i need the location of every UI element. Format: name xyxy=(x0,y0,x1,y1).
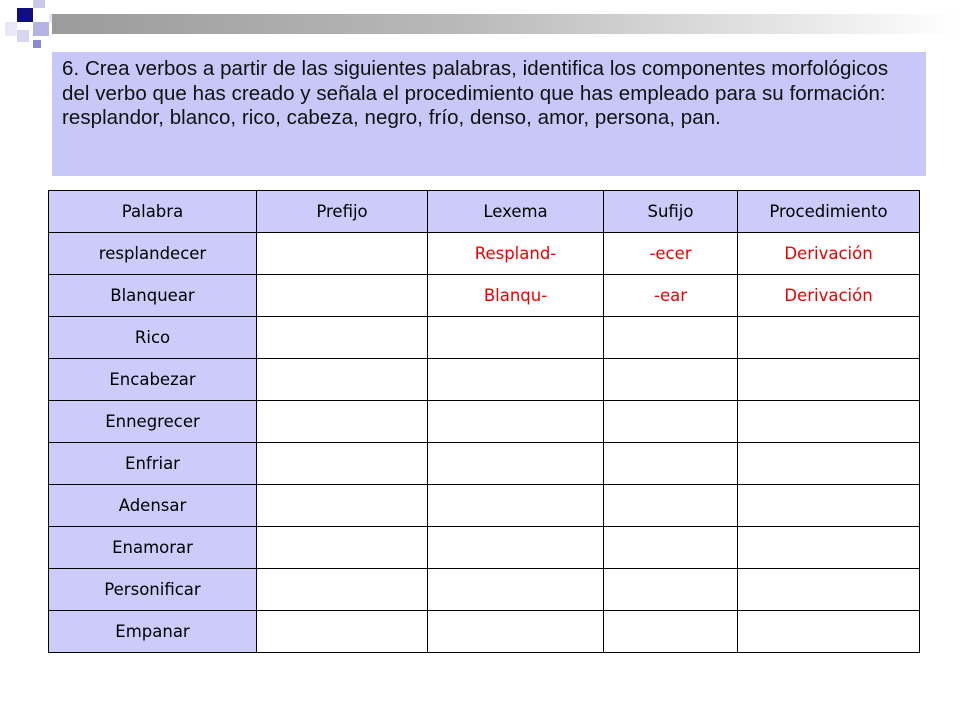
prefijo-cell xyxy=(257,569,428,611)
lexema-cell xyxy=(428,611,604,653)
header-procedimiento: Procedimiento xyxy=(738,191,920,233)
palabra-cell: Enamorar xyxy=(49,527,257,569)
header-palabra: Palabra xyxy=(49,191,257,233)
prefijo-cell xyxy=(257,485,428,527)
decor-square xyxy=(17,30,29,42)
palabra-cell: Rico xyxy=(49,317,257,359)
prefijo-cell xyxy=(257,611,428,653)
palabra-cell: Encabezar xyxy=(49,359,257,401)
palabra-cell: Adensar xyxy=(49,485,257,527)
table-row xyxy=(49,611,920,653)
lexema-cell xyxy=(428,485,604,527)
lexema-cell xyxy=(428,527,604,569)
lexema-cell xyxy=(428,569,604,611)
table-row xyxy=(49,401,920,443)
header-row xyxy=(49,191,920,233)
palabra-cell: resplandecer xyxy=(49,233,257,275)
prefijo-cell xyxy=(257,233,428,275)
lexema-cell: Blanqu- xyxy=(428,275,604,317)
sufijo-cell xyxy=(604,359,738,401)
table-row xyxy=(49,527,920,569)
table-row xyxy=(49,317,920,359)
sufijo-cell: -ecer xyxy=(604,233,738,275)
table-row xyxy=(49,485,920,527)
lexema-cell xyxy=(428,443,604,485)
table-row xyxy=(49,569,920,611)
sufijo-cell xyxy=(604,401,738,443)
header-lexema: Lexema xyxy=(428,191,604,233)
title-gradient-bar xyxy=(52,14,960,34)
sufijo-cell xyxy=(604,443,738,485)
lexema-cell xyxy=(428,401,604,443)
palabra-cell: Empanar xyxy=(49,611,257,653)
palabra-cell: Enfriar xyxy=(49,443,257,485)
header-prefijo: Prefijo xyxy=(257,191,428,233)
decor-square xyxy=(5,22,17,36)
table-row xyxy=(49,443,920,485)
sufijo-cell xyxy=(604,527,738,569)
palabra-cell: Personificar xyxy=(49,569,257,611)
sufijo-cell xyxy=(604,485,738,527)
prefijo-cell xyxy=(257,359,428,401)
lexema-cell xyxy=(428,359,604,401)
procedimiento-cell xyxy=(738,317,920,359)
prefijo-cell xyxy=(257,527,428,569)
palabra-cell: Blanquear xyxy=(49,275,257,317)
prefijo-cell xyxy=(257,443,428,485)
lexema-cell xyxy=(428,317,604,359)
sufijo-cell xyxy=(604,569,738,611)
decor-square xyxy=(33,0,45,8)
sufijo-cell xyxy=(604,611,738,653)
procedimiento-cell xyxy=(738,401,920,443)
sufijo-cell xyxy=(604,317,738,359)
sufijo-cell: -ear xyxy=(604,275,738,317)
header-sufijo: Sufijo xyxy=(604,191,738,233)
prefijo-cell xyxy=(257,275,428,317)
table-row xyxy=(49,275,920,317)
procedimiento-cell xyxy=(738,443,920,485)
procedimiento-cell: Derivación xyxy=(738,233,920,275)
instruction-text: 6. Crea verbos a partir de las siguientes palabras, identifica los componentes morfológicos del verbo que has creado y señala el procedimiento que has empleado para su formación: resplandor, blanco, rico, cabeza, negro, frío, denso, amor, persona, pan. xyxy=(52,52,926,176)
verb-table xyxy=(48,190,920,653)
lexema-cell: Respland- xyxy=(428,233,604,275)
procedimiento-cell: Derivación xyxy=(738,275,920,317)
table-header xyxy=(49,191,920,233)
procedimiento-cell xyxy=(738,359,920,401)
procedimiento-cell xyxy=(738,485,920,527)
decor-square xyxy=(17,8,33,22)
table-row xyxy=(49,359,920,401)
prefijo-cell xyxy=(257,317,428,359)
table-body xyxy=(49,233,920,653)
procedimiento-cell xyxy=(738,527,920,569)
procedimiento-cell xyxy=(738,611,920,653)
procedimiento-cell xyxy=(738,569,920,611)
prefijo-cell xyxy=(257,401,428,443)
table-row xyxy=(49,233,920,275)
decor-square xyxy=(33,22,49,36)
decor-square xyxy=(33,40,41,48)
palabra-cell: Ennegrecer xyxy=(49,401,257,443)
